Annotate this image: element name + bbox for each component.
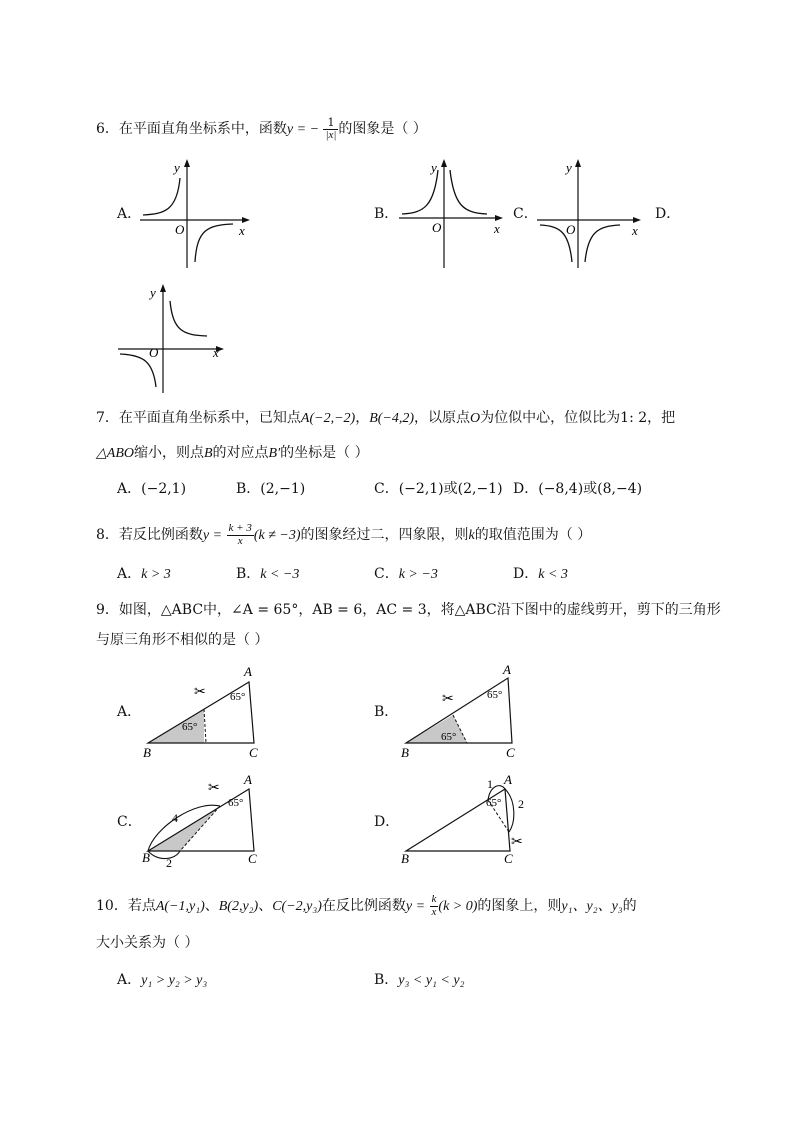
q9-d-scissors-icon: ✂ — [511, 835, 523, 850]
q7-option-b: B．(2,−1) — [236, 481, 306, 497]
q9-option-a-label: A． — [117, 704, 142, 720]
q6-graph-b-y-label: y — [431, 160, 437, 175]
q8-stem: 8．若反比例函数y = $\frac{k + 3}{x}$ (k ≠ −3)的图象经过二，四象限，则k的取值范围为（ ） — [96, 522, 592, 547]
q7-point-b: B(−4,2) — [369, 411, 415, 426]
q9-b-vertex-a: A — [503, 662, 511, 677]
q6-graph-d-x-label: x — [213, 345, 219, 360]
q6-graph-a-y-label: y — [174, 160, 180, 175]
q6-graph-c-x-label: x — [632, 223, 638, 238]
q9-a-scissors-icon: ✂ — [194, 685, 206, 700]
q9-figure-b — [398, 660, 528, 760]
q9-b-vertex-c: C — [506, 745, 515, 760]
q10-option-b: B．y₃ < y₁ < y₂ — [374, 972, 465, 988]
q9-option-c-label: C． — [117, 814, 142, 830]
q6-stem: 6．在平面直角坐标系中，函数y = − $\frac{1}{|x|}$ 的图象是（ ） — [96, 116, 427, 141]
q7-stem-line1: 7．在平面直角坐标系中，已知点A(−2,−2)，B(−4,2)，以原点O为位似中心，位似比为1: 2，把 — [96, 410, 676, 426]
q9-figure-d — [398, 770, 533, 870]
q6-graph-b-x-label: x — [494, 221, 500, 236]
q6-graph-d-y-label: y — [150, 285, 156, 300]
q9-option-d-label: D． — [374, 814, 400, 830]
q7-option-d: D．(−8,4)或(8,−4) — [513, 481, 643, 497]
q9-d-vertex-c: C — [504, 851, 513, 866]
q6-graph-c — [532, 158, 644, 270]
q10-option-a: A．y₁ > y₂ > y₃ — [117, 972, 208, 988]
q6-function-lhs: y = − — [286, 122, 320, 138]
q6-graph-d-origin: O — [149, 345, 159, 360]
q10-stem-line1: 10．若点A(−1,y₁)、B(2,y₂)、C(−2,y₃)在反比例函数y = $\frac{k}{x}$ (k > 0)的图象上，则y₁、y₂、y₃的 — [96, 893, 637, 918]
q6-graph-a-origin: O — [175, 222, 185, 237]
q9-stem-line2: 与原三角形不相似的是（ ） — [96, 632, 269, 648]
q10-point-c: C(−2,y₃) — [272, 899, 322, 915]
q6-option-c-label: C． — [513, 206, 538, 222]
q6-option-b-label: B． — [374, 206, 399, 222]
q6-graph-c-origin: O — [566, 222, 576, 237]
q9-a-angle-top: 65° — [230, 691, 246, 703]
q9-b-angle-cut: 65° — [441, 731, 457, 743]
q8-function-fraction: $\frac{k + 3}{x}$ — [228, 522, 252, 547]
q9-d-length-2: 2 — [518, 797, 524, 811]
q9-a-vertex-b: B — [143, 745, 151, 760]
q9-d-angle-top: 65° — [486, 797, 502, 809]
q6-graph-a — [135, 158, 255, 270]
q9-d-vertex-a: A — [504, 772, 512, 787]
q10-function-fraction: $\frac{k}{x}$ — [431, 893, 437, 918]
q7-option-a: A．(−2,1) — [117, 481, 187, 497]
q9-d-length-1: 1 — [487, 777, 493, 791]
q7-point-a: A(−2,−2) — [300, 411, 356, 426]
q9-b-scissors-icon: ✂ — [442, 692, 454, 707]
q9-c-angle-top: 65° — [228, 797, 244, 809]
q7-stem-line2: △ABO缩小，则点B的对应点B′的坐标是（ ） — [96, 445, 369, 461]
q10-point-a: A(−1,y₁) — [155, 899, 205, 915]
q6-option-a-label: A． — [117, 206, 142, 222]
q9-figure-c — [140, 770, 270, 870]
q6-graph-b — [394, 158, 506, 270]
q9-c-vertex-a: A — [244, 772, 252, 787]
q9-figure-a — [140, 660, 270, 760]
q9-c-scissors-icon: ✂ — [208, 781, 220, 796]
q9-d-vertex-b: B — [401, 851, 409, 866]
q6-option-d-label: D． — [655, 206, 681, 222]
q8-option-c: C．k > −3 — [374, 566, 438, 582]
q6-function-fraction: $\frac{1}{|x|}$ — [325, 116, 337, 141]
q7-option-c: C．(−2,1)或(2,−1) — [374, 481, 503, 497]
q6-graph-c-y-label: y — [566, 160, 572, 175]
q6-graph-a-x-label: x — [239, 223, 245, 238]
q9-a-angle-cut: 65° — [182, 721, 198, 733]
q6-graph-b-origin: O — [432, 220, 442, 235]
q9-c-length-2: 2 — [166, 856, 172, 870]
q6-graph-d — [113, 283, 228, 395]
q10-stem-line2: 大小关系为（ ） — [96, 935, 199, 951]
q9-c-vertex-b: B — [142, 850, 150, 865]
q9-stem-line1: 9．如图，△ABC中，∠A = 65°，AB = 6，AC = 3，将△ABC沿下图中的虚线剪开，剪下的三角形 — [96, 602, 721, 618]
q9-c-length-4: 4 — [172, 811, 178, 825]
q9-b-vertex-b: B — [401, 745, 409, 760]
q9-b-angle-top: 65° — [487, 689, 503, 701]
q9-option-b-label: B． — [374, 704, 399, 720]
q10-point-b: B(2,y₂) — [218, 899, 259, 915]
q9-c-vertex-c: C — [248, 851, 257, 866]
q8-option-a: A．k > 3 — [117, 566, 171, 582]
q8-option-d: D．k < 3 — [513, 566, 568, 582]
q9-a-vertex-c: C — [249, 745, 258, 760]
q9-a-vertex-a: A — [244, 664, 252, 679]
q8-option-b: B．k < −3 — [236, 566, 300, 582]
q7-ratio: 1: 2 — [620, 410, 648, 426]
